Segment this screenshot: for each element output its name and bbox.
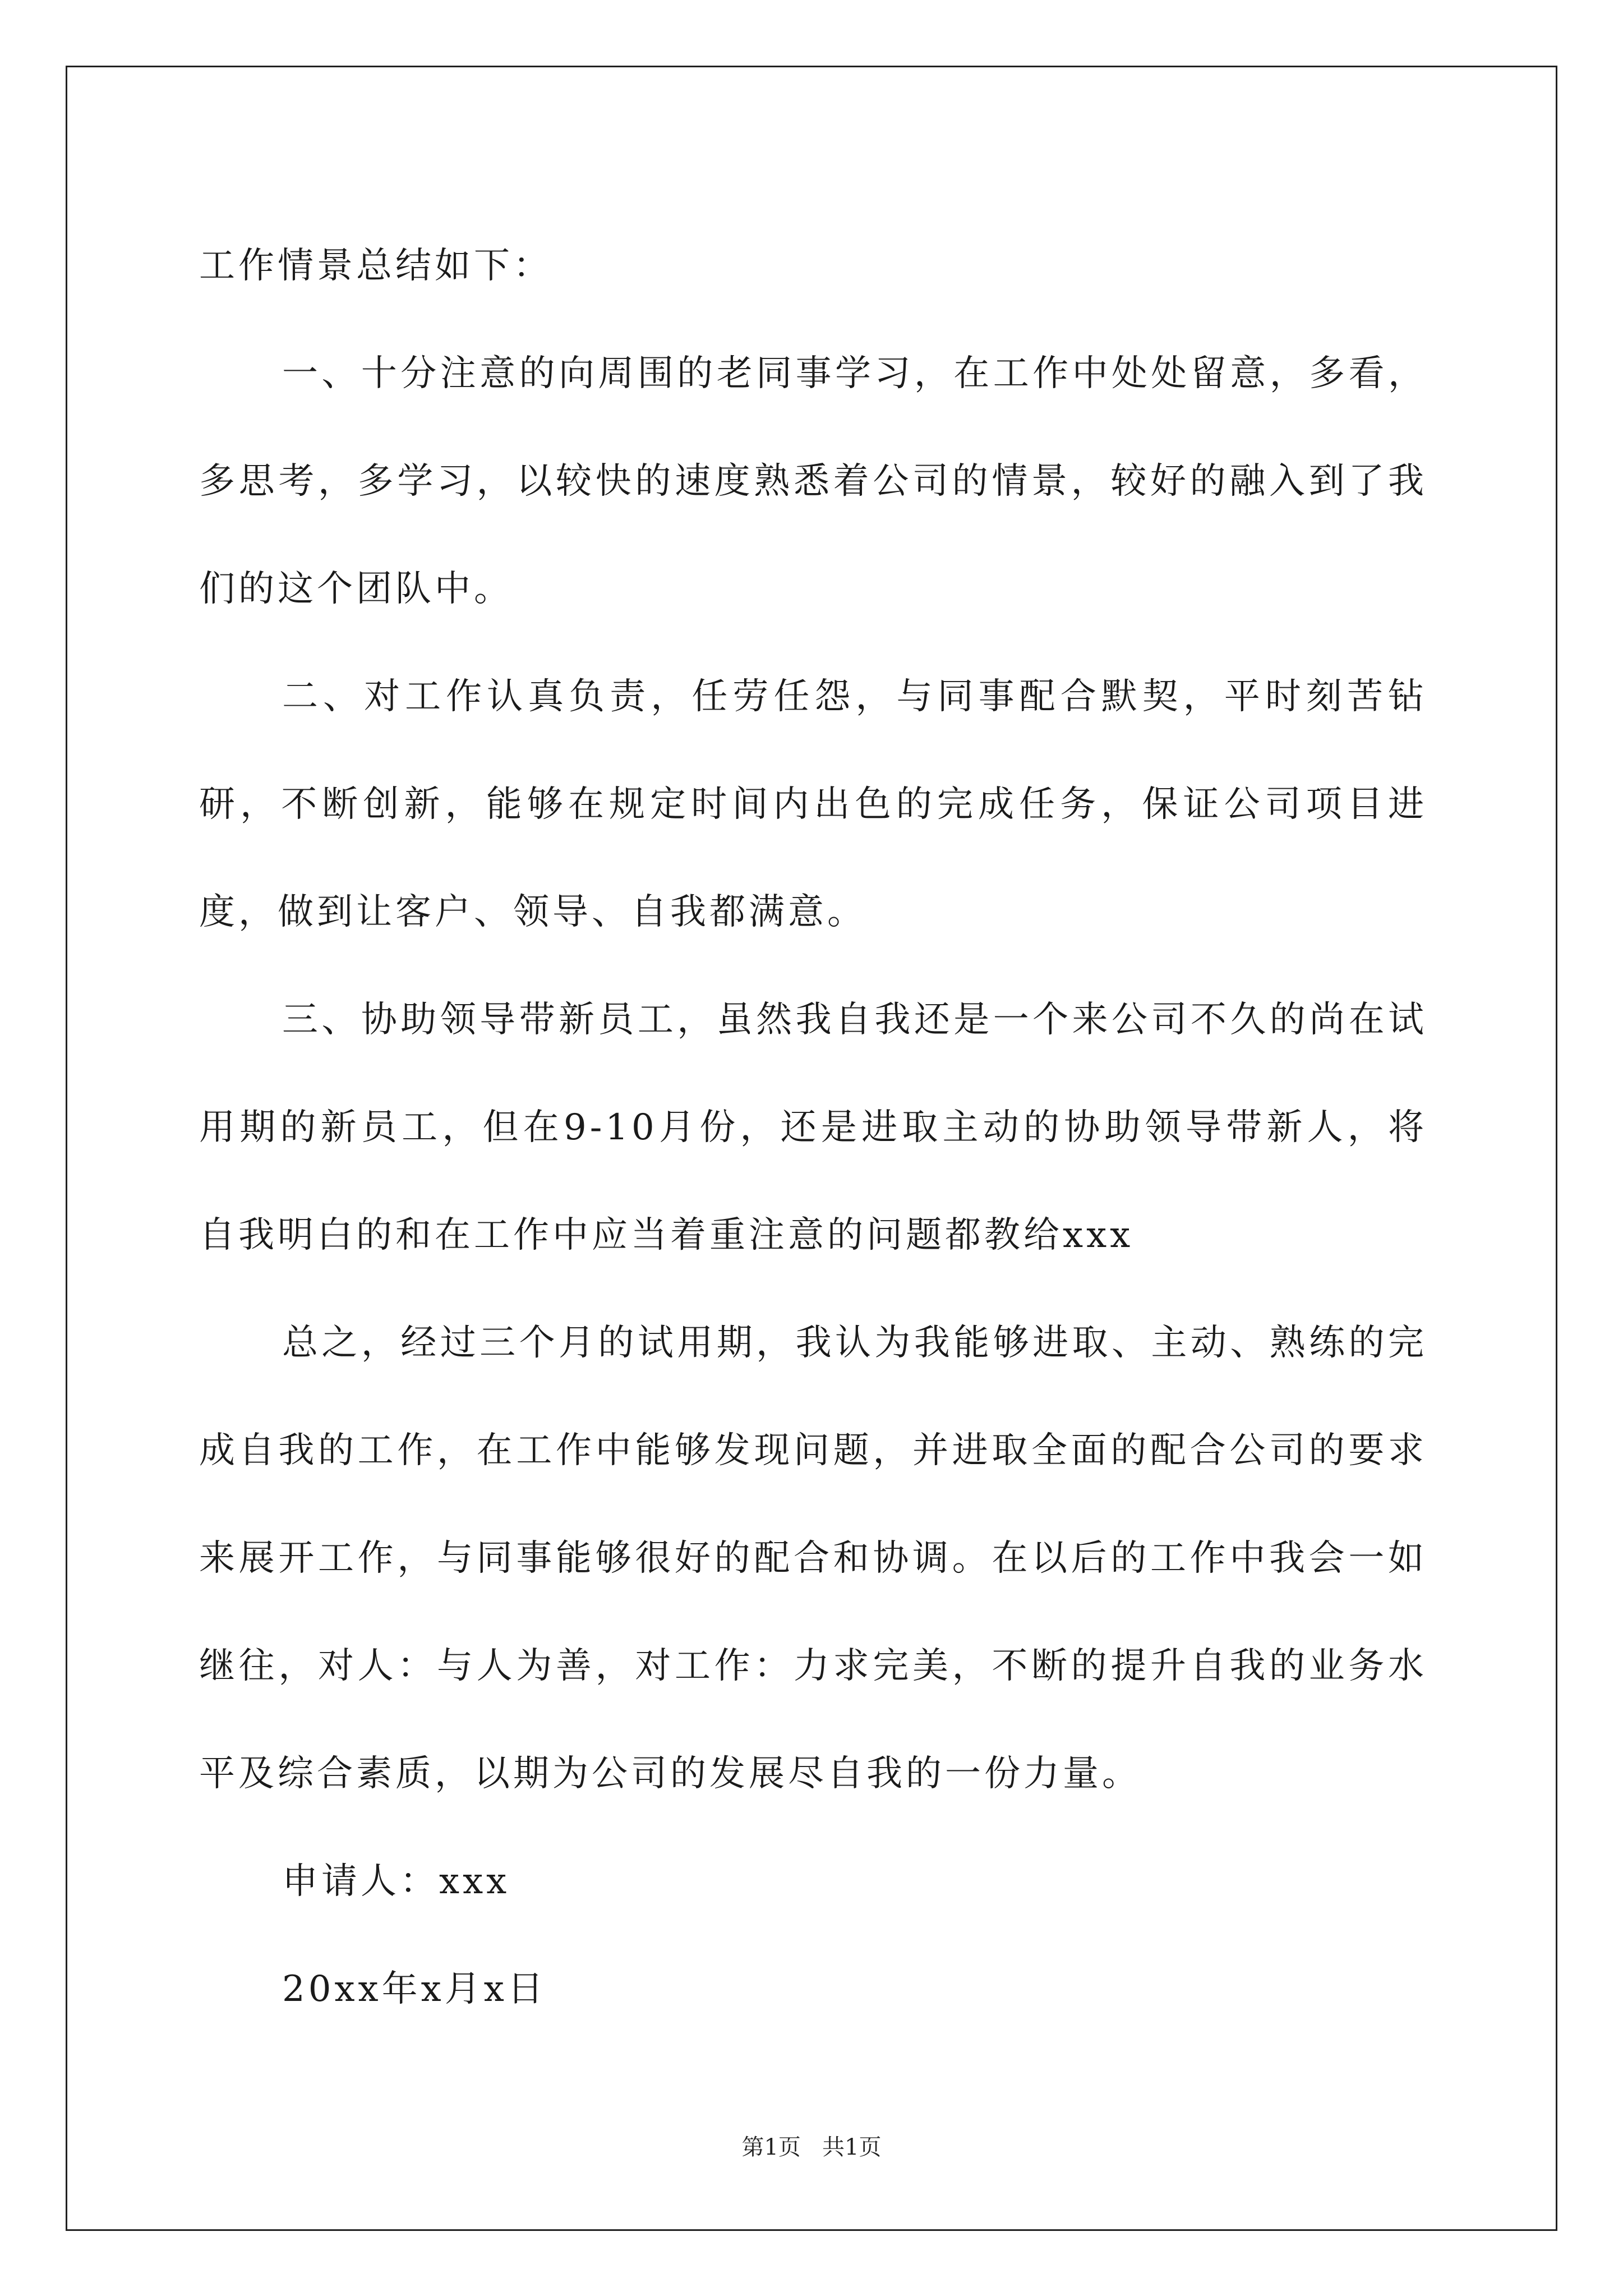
paragraph-point-2: 二、对工作认真负责，任劳任怨，与同事配合默契，平时刻苦钻研，不断创新，能够在规定时间内出色的完成任务，保证公司项目进度，做到让客户、领导、自我都满意。 <box>199 676 1427 933</box>
document-body <box>199 212 1427 2043</box>
page-number-footer: 第1页 共1页 <box>741 2134 882 2160</box>
applicant-line: 申请人：xxx <box>282 1861 510 1902</box>
paragraph-intro: 工作情景总结如下： <box>199 245 552 287</box>
date-line: 20xx年x月x日 <box>282 1968 547 2010</box>
paragraph-point-3: 三、协助领导带新员工，虽然我自我还是一个来公司不久的尚在试用期的新员工，但在9-10月份，还是进取主动的协助领导带新人，将自我明白的和在工作中应当着重注意的问题都教给xxx <box>199 999 1427 1256</box>
paragraph-conclusion: 总之，经过三个月的试用期，我认为我能够进取、主动、熟练的完成自我的工作，在工作中能够发现问题，并进取全面的配合公司的要求来展开工作，与同事能够很好的配合和协调。在以后的工作中我会一如继往，对人：与人为善，对工作：力求完美，不断的提升自我的业务水平及综合素质，以期为公司的发展尽自我的一份力量。 <box>199 1322 1427 1795</box>
paragraph-point-1: 一、十分注意的向周围的老同事学习，在工作中处处留意，多看，多思考，多学习，以较快的速度熟悉着公司的情景，较好的融入到了我们的这个团队中。 <box>199 353 1427 610</box>
